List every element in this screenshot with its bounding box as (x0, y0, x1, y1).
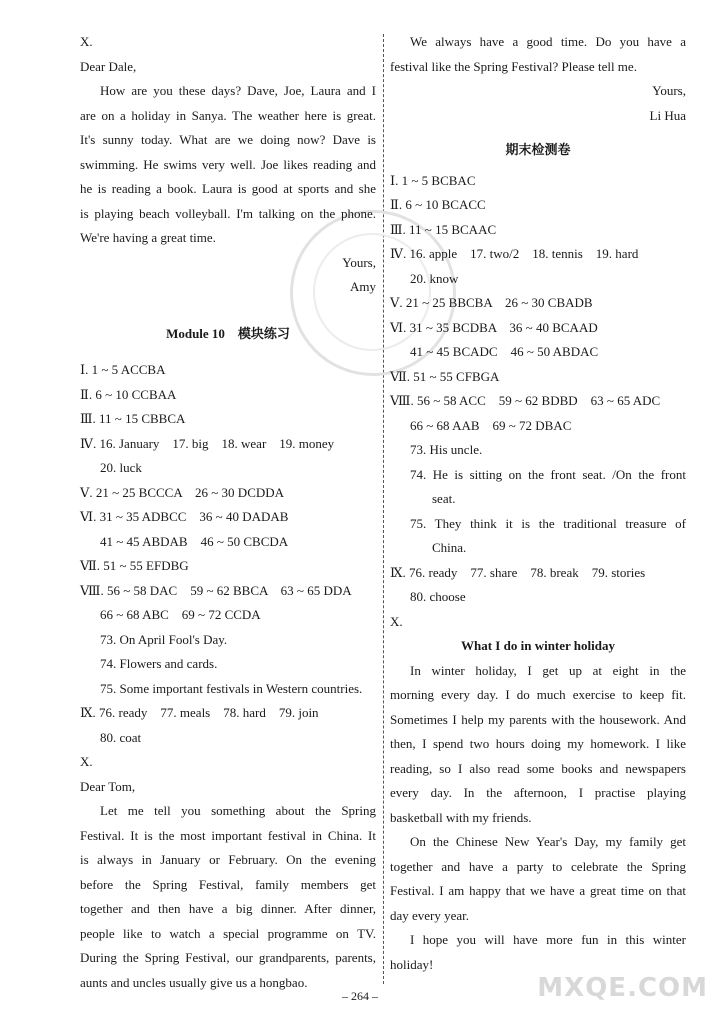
answer-line: 20. know (410, 270, 459, 286)
answer-line: Ⅵ. 31 ~ 35 BCDBA 36 ~ 40 BCAAD (390, 319, 598, 335)
answer-line: Ⅱ. 6 ~ 10 CCBAA (80, 386, 177, 402)
answer-line: 73. On April Fool's Day. (100, 631, 228, 647)
essay-line: then, I spend two hours doing my homework. I like (390, 736, 686, 751)
letter-line: aunts and uncles usually give us a hongbao. (80, 974, 308, 990)
letter-line: he is reading a book. Laura is good at sports and she (80, 181, 376, 196)
letter-line: We always have a good time. Do you have a (410, 34, 686, 49)
page-number: – 264 – (342, 989, 378, 1003)
letter-line: It's sunny today. What are we doing now? Dave is (80, 132, 376, 147)
letter-greeting: Dear Tom, (80, 778, 136, 794)
letter-line: people like to watch a special programme on TV. (80, 925, 376, 941)
answer-line: 75. Some important festivals in Western countries. (100, 680, 363, 696)
letter-line: festival like the Spring Festival? Please tell me. (390, 58, 637, 74)
answer-line: Ⅲ. 11 ~ 15 BCAAC (390, 221, 497, 237)
letter-line: Let me tell you something about the Spring (100, 803, 376, 818)
answer-line: 41 ~ 45 BCADC 46 ~ 50 ABDAC (410, 344, 599, 359)
essay-line: On the Chinese New Year's Day, my family get (410, 834, 686, 849)
essay-line: Festival. I am happy that we have a great time on that (390, 883, 686, 898)
answer-line: Ⅷ. 56 ~ 58 ACC 59 ~ 62 BDBD 63 ~ 65 ADC (390, 393, 661, 408)
answer-line: Ⅸ. 76. ready 77. share 78. break 79. stories (390, 564, 646, 580)
letter-line: During the Spring Festival, our grandparents, parents, (80, 950, 376, 965)
exam-title: 期末检测卷 (505, 142, 571, 157)
answer-line: Ⅶ. 51 ~ 55 CFBGA (390, 368, 500, 384)
essay-line: day every year. (390, 907, 470, 923)
letter-signature: Li Hua (649, 107, 686, 123)
answer-line: Ⅴ. 21 ~ 25 BCCCA 26 ~ 30 DCDDA (80, 484, 285, 500)
answer-line: 66 ~ 68 ABC 69 ~ 72 CCDA (100, 607, 261, 622)
letter-line: How are you these days? Dave, Joe, Laura and I (100, 83, 376, 98)
section-x-mark: X. (80, 34, 93, 49)
answer-line: Ⅳ. 16. apple 17. two/2 18. tennis 19. hard (390, 246, 639, 261)
letter-greeting: Dear Dale, (80, 58, 137, 74)
answer-line: 66 ~ 68 AAB 69 ~ 72 DBAC (410, 417, 572, 433)
answer-line: seat. (432, 491, 456, 506)
answer-line: Ⅱ. 6 ~ 10 BCACC (390, 197, 486, 212)
letter-line: Festival. It is the most important festival in China. It (80, 827, 376, 843)
answer-line: Ⅰ. 1 ~ 5 BCBAC (390, 172, 476, 188)
letter-line: together and then have a big dinner. After dinner, (80, 901, 376, 916)
answer-line: Ⅰ. 1 ~ 5 ACCBA (80, 362, 166, 377)
section-x-mark: X. (80, 754, 93, 769)
essay-line: I hope you will have more fun in this winter (410, 932, 686, 947)
letter-line: is playing beach volleyball. I'm talking on the phone. (80, 205, 376, 221)
watermark-logo: MXQE.COM (537, 973, 708, 1003)
letter-closing: Yours, (652, 83, 686, 98)
letter-line: swimming. He swims very well. Joe likes reading and (80, 156, 376, 172)
essay-line: Sometimes I help my parents with the housework. And (390, 711, 686, 727)
letter-signature: Amy (350, 279, 376, 294)
right-column (390, 30, 686, 977)
letter-closing: Yours, (342, 254, 376, 270)
answer-line: Ⅶ. 51 ~ 55 EFDBG (80, 558, 189, 573)
answer-line: Ⅳ. 16. January 17. big 18. wear 19. money (80, 435, 335, 451)
answer-line: Ⅲ. 11 ~ 15 CBBCA (80, 411, 186, 426)
letter-line: is always in January or February. On the evening (80, 852, 376, 867)
answer-line: 80. coat (100, 729, 142, 745)
answer-line: 75. They think it is the traditional treasure of (410, 515, 686, 531)
answer-line: China. (432, 540, 467, 555)
essay-line: reading, so I also read some books and newspapers (390, 760, 686, 776)
answer-line: 74. He is sitting on the front seat. /On the front (410, 466, 686, 482)
letter-line: We're having a great time. (80, 230, 216, 245)
essay-title: What I do in winter holiday (461, 638, 615, 653)
essay-line: together and have a party to celebrate the Spring (390, 858, 686, 874)
essay-line: In winter holiday, I get up at eight in the (410, 662, 686, 678)
essay-line: morning every day. I do much exercise to keep fit. (390, 687, 686, 702)
answer-line: 20. luck (100, 460, 142, 475)
letter-line: before the Spring Festival, family members get (80, 876, 376, 892)
answer-line: 41 ~ 45 ABDAB 46 ~ 50 CBCDA (100, 533, 289, 549)
answer-line: Ⅴ. 21 ~ 25 BBCBA 26 ~ 30 CBADB (390, 295, 593, 310)
section-x-mark: X. (390, 613, 403, 629)
answer-line: Ⅸ. 76. ready 77. meals 78. hard 79. join (80, 705, 319, 720)
essay-line: holiday! (390, 956, 434, 972)
answer-line: 74. Flowers and cards. (100, 656, 218, 671)
essay-line: basketball with my friends. (390, 809, 532, 825)
letter-line: are on a holiday in Sanya. The weather here is great. (80, 107, 376, 123)
answer-line: Ⅷ. 56 ~ 58 DAC 59 ~ 62 BBCA 63 ~ 65 DDA (80, 582, 352, 598)
answer-line: 80. choose (410, 589, 466, 604)
module-title: Module 10 模块练习 (166, 325, 290, 341)
left-column (80, 30, 376, 995)
answer-line: Ⅵ. 31 ~ 35 ADBCC 36 ~ 40 DADAB (80, 509, 289, 524)
essay-line: every day. In the afternoon, I practise playing (390, 785, 686, 800)
column-divider (383, 34, 384, 984)
answer-line: 73. His uncle. (410, 442, 483, 457)
